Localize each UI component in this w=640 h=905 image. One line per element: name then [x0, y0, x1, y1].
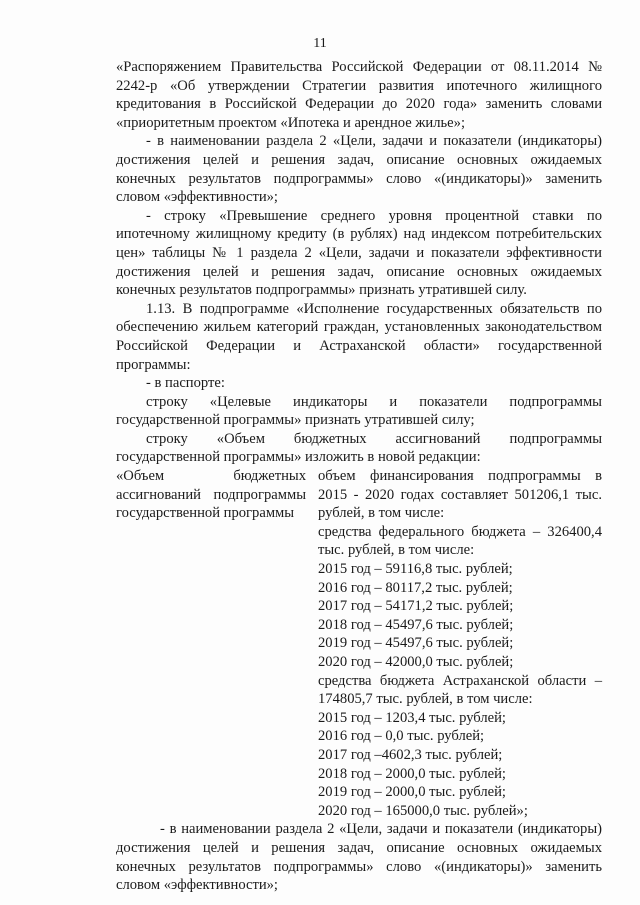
paragraph-section2-title: - в наименовании раздела 2 «Цели, задачи и показатели (индикаторы) достижения целей и решения задач, описание основных ожидаемых конечных результатов подпрограммы» слово «(индикаторы)» заменить словом «эффективности»; [116, 133, 602, 206]
paragraph-section2-title-final: - в наименовании раздела 2 «Цели, задачи и показатели (индикаторы) достижения целей и решения задач, описание основных ожидаемых конечных результатов подпрограммы» слово «(индикаторы)» заменить словом «эффективности»; [116, 821, 602, 894]
regional-year-2018: 2018 год – 2000,0 тыс. рублей; [318, 765, 506, 782]
budget-table-label: «Объем бюджетных ассигнований подпрограммы государственной программы [116, 468, 306, 522]
paragraph-1-13: 1.13. В подпрограмме «Исполнение государственных обязательств по обеспечению жильем категорий граждан, установленных законодательством Российской Федерации и Астраханской области» государственной программы: [116, 300, 602, 373]
paragraph-target-indicators: строку «Целевые индикаторы и показатели подпрограммы государственной программы» признать утратившей силу; [116, 393, 602, 429]
regional-year-2019: 2019 год – 2000,0 тыс. рублей; [318, 784, 506, 801]
regional-budget-head: средства бюджета Астраханской области – 174805,7 тыс. рублей, в том числе: [318, 672, 602, 708]
federal-year-2017: 2017 год – 54171,2 тыс. рублей; [318, 598, 514, 615]
regional-year-2017: 2017 год –4602,3 тыс. рублей; [318, 746, 503, 763]
budget-table-value-cell [318, 467, 602, 820]
budget-table-label-cell [116, 467, 318, 820]
federal-year-2020: 2020 год – 42000,0 тыс. рублей; [318, 654, 514, 670]
federal-budget-head: средства федерального бюджета – 326400,4 тыс. рублей, в том числе: [318, 523, 602, 559]
federal-year-2016: 2016 год – 80117,2 тыс. рублей; [318, 579, 513, 596]
budget-table [116, 467, 602, 820]
regional-year-2020: 2020 год – 165000,0 тыс. рублей»; [318, 802, 528, 819]
federal-year-2018: 2018 год – 45497,6 тыс. рублей; [318, 616, 514, 633]
paragraph-budget-row: строку «Объем бюджетных ассигнований подпрограммы государственной программы» изложить в новой редакции: [116, 430, 602, 466]
regional-year-2015: 2015 год – 1203,4 тыс. рублей; [318, 709, 506, 726]
federal-year-2015: 2015 год – 59116,8 тыс. рублей; [318, 561, 513, 578]
paragraph-passport: - в паспорте: [146, 375, 225, 392]
paragraph-ipoteka: «Распоряжением Правительства Российской Федерации от 08.11.2014 № 2242-р «Об утверждении Стратегии развития ипотечного жилищного кредитования в Российской Федерации до 2020 года» заменить словами «приоритетным проектом «Ипотека и арендное жилье»; [116, 59, 602, 131]
federal-year-2019: 2019 год – 45497,6 тыс. рублей; [318, 635, 514, 652]
page-number: 11 [313, 36, 327, 51]
regional-year-2016: 2016 год – 0,0 тыс. рублей; [318, 728, 485, 745]
financing-total: объем финансирования подпрограммы в 2015 - 2020 годах составляет 501206,1 тыс. рублей, в том числе: [318, 468, 602, 522]
document-body [116, 58, 602, 895]
paragraph-rate-row: - строку «Превышение среднего уровня процентной ставки по ипотечному жилищному кредиту (в рублях) над индексом потребительских цен» таблицы № 1 раздела 2 «Цели, задачи и показатели эффективности достижения целей и решения задач, описание основных ожидаемых конечных результатов подпрограммы» признать утратившей силу. [116, 207, 602, 299]
